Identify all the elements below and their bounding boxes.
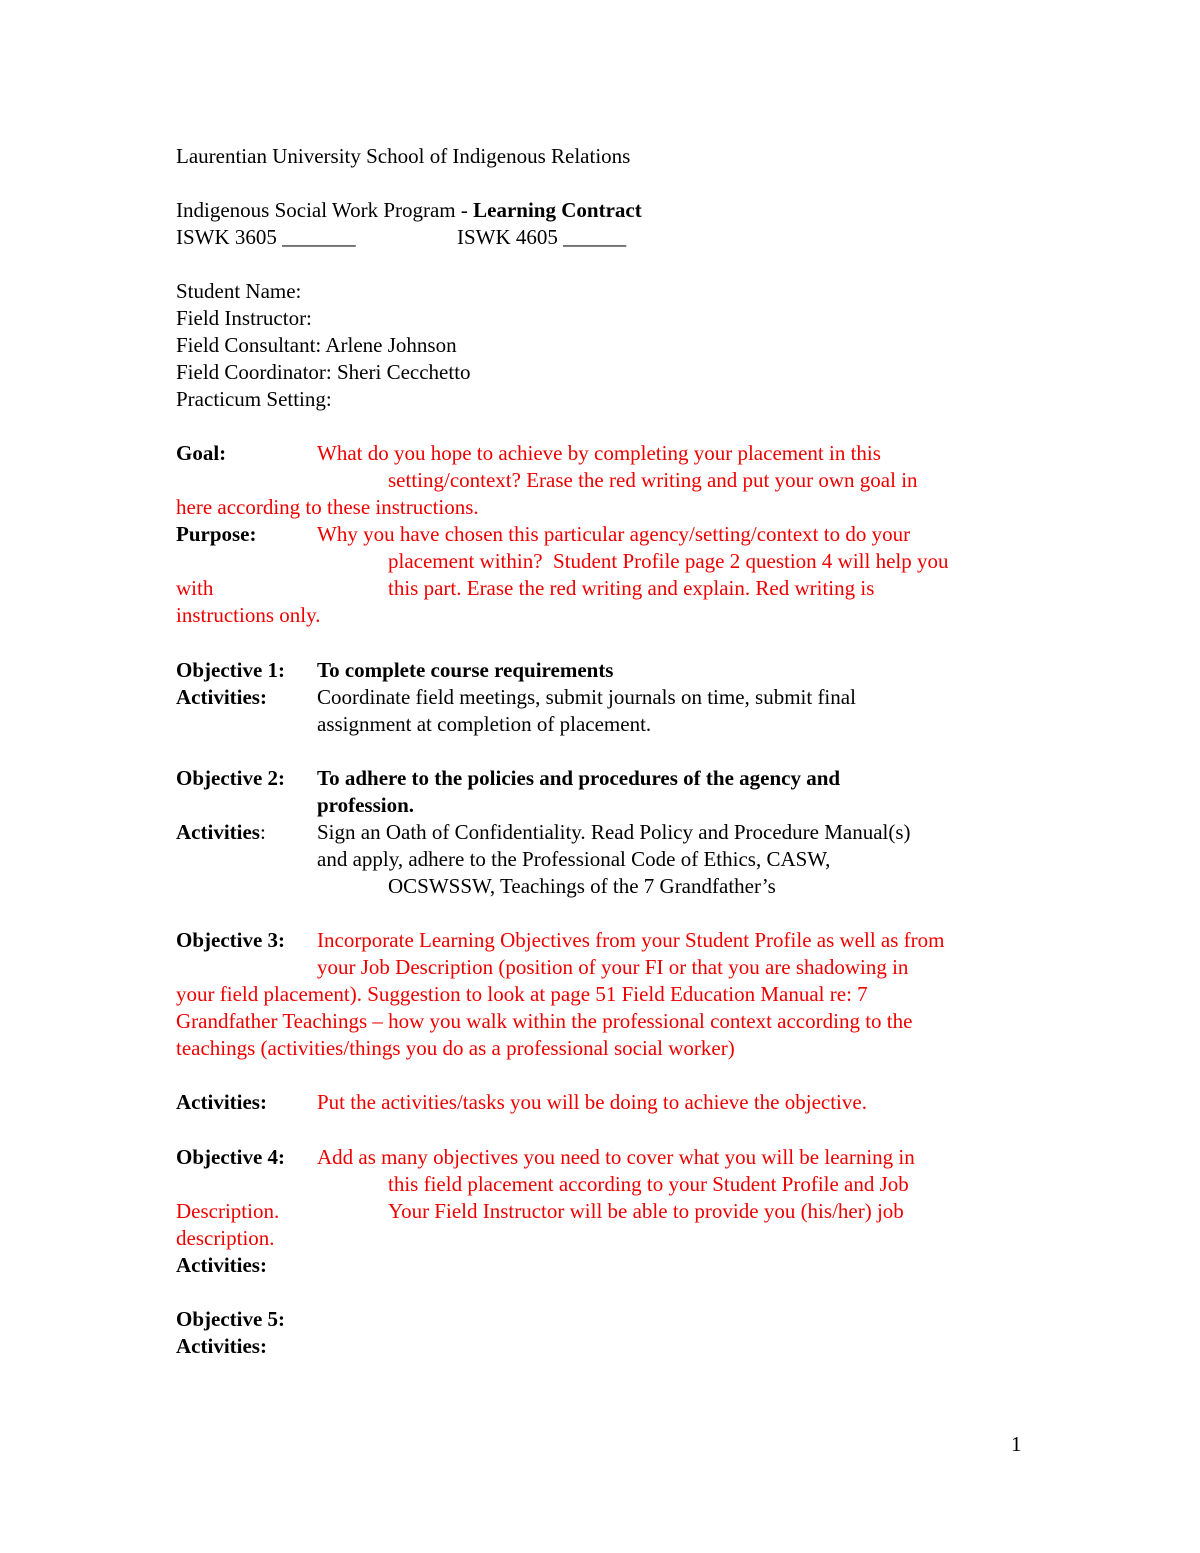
goal-instruction-line: setting/context? Erase the red writing and put your own goal in — [388, 468, 918, 492]
purpose-instruction-line: placement within? Student Profile page 2 question 4 will help you — [388, 549, 949, 573]
objective-4-instruction-line: this field placement according to your Student Profile and Job — [388, 1172, 909, 1196]
program-heading — [176, 197, 642, 224]
goal-label: Goal: — [176, 441, 227, 465]
objective-2-label: Objective 2: — [176, 766, 286, 790]
course-code-4605: ISWK 4605 ______ — [457, 225, 627, 249]
objective-4-activities-label: Activities: — [176, 1253, 267, 1277]
objective-2-title: profession. — [317, 793, 415, 817]
objective-3-activities-label: Activities: — [176, 1090, 267, 1114]
page-number: 1 — [1011, 1432, 1022, 1456]
objective-1-activity-line: assignment at completion of placement. — [317, 712, 652, 736]
student-name-field: Student Name: — [176, 279, 302, 303]
program-title: Learning Contract — [473, 198, 642, 222]
objective-3-label: Objective 3: — [176, 928, 286, 952]
objective-4-instruction-line: description. — [176, 1226, 275, 1250]
objective-2-title: To adhere to the policies and procedures of the agency and — [317, 766, 841, 790]
purpose-instruction-line: instructions only. — [176, 603, 321, 627]
objective-3-instruction-line: Incorporate Learning Objectives from your Student Profile as well as from — [317, 928, 945, 952]
objective-3-activity-line: Put the activities/tasks you will be doing to achieve the objective. — [317, 1090, 867, 1114]
purpose-label: Purpose: — [176, 522, 257, 546]
purpose-instruction-line: with — [176, 576, 214, 600]
objective-4-instruction-line: Your Field Instructor will be able to provide you (his/her) job — [388, 1199, 904, 1223]
objective-1-title: To complete course requirements — [317, 658, 614, 682]
objective-2-activities-label: Activities: — [176, 820, 266, 844]
objective-1-activities-label: Activities: — [176, 685, 267, 709]
purpose-instruction-line: this part. Erase the red writing and explain. Red writing is — [388, 576, 875, 600]
field-coordinator-field: Field Coordinator: Sheri Cecchetto — [176, 360, 471, 384]
purpose-instruction-line: Why you have chosen this particular agency/setting/context to do your — [317, 522, 911, 546]
objective-4-label: Objective 4: — [176, 1145, 286, 1169]
course-code-3605: ISWK 3605 _______ — [176, 225, 356, 249]
objective-2-activity-line: Sign an Oath of Confidentiality. Read Policy and Procedure Manual(s) — [317, 820, 911, 844]
objective-5-activities-label: Activities: — [176, 1334, 267, 1358]
objective-4-instruction-line: Description. — [176, 1199, 280, 1223]
goal-instruction-line: What do you hope to achieve by completing your placement in this — [317, 441, 881, 465]
university-name: Laurentian University School of Indigenous Relations — [176, 144, 631, 168]
objective-3-instruction-line: Grandfather Teachings – how you walk within the professional context according to the — [176, 1009, 913, 1033]
objective-1-label: Objective 1: — [176, 658, 286, 682]
objective-2-activity-line: and apply, adhere to the Professional Code of Ethics, CASW, — [317, 847, 831, 871]
practicum-setting-field: Practicum Setting: — [176, 387, 332, 411]
objective-5-label: Objective 5: — [176, 1307, 286, 1331]
goal-instruction-line: here according to these instructions. — [176, 495, 479, 519]
objective-2-activity-line: OCSWSSW, Teachings of the 7 Grandfather’s — [388, 874, 776, 898]
program-prefix: Indigenous Social Work Program - — [176, 198, 474, 222]
objective-1-activity-line: Coordinate field meetings, submit journals on time, submit final — [317, 685, 856, 709]
objective-3-instruction-line: your Job Description (position of your FI or that you are shadowing in — [317, 955, 909, 979]
field-consultant-field: Field Consultant: Arlene Johnson — [176, 333, 457, 357]
field-instructor-field: Field Instructor: — [176, 306, 312, 330]
objective-3-instruction-line: your field placement). Suggestion to look at page 51 Field Education Manual re: 7 — [176, 982, 868, 1006]
objective-3-instruction-line: teachings (activities/things you do as a professional social worker) — [176, 1036, 735, 1060]
objective-4-instruction-line: Add as many objectives you need to cover what you will be learning in — [317, 1145, 915, 1169]
